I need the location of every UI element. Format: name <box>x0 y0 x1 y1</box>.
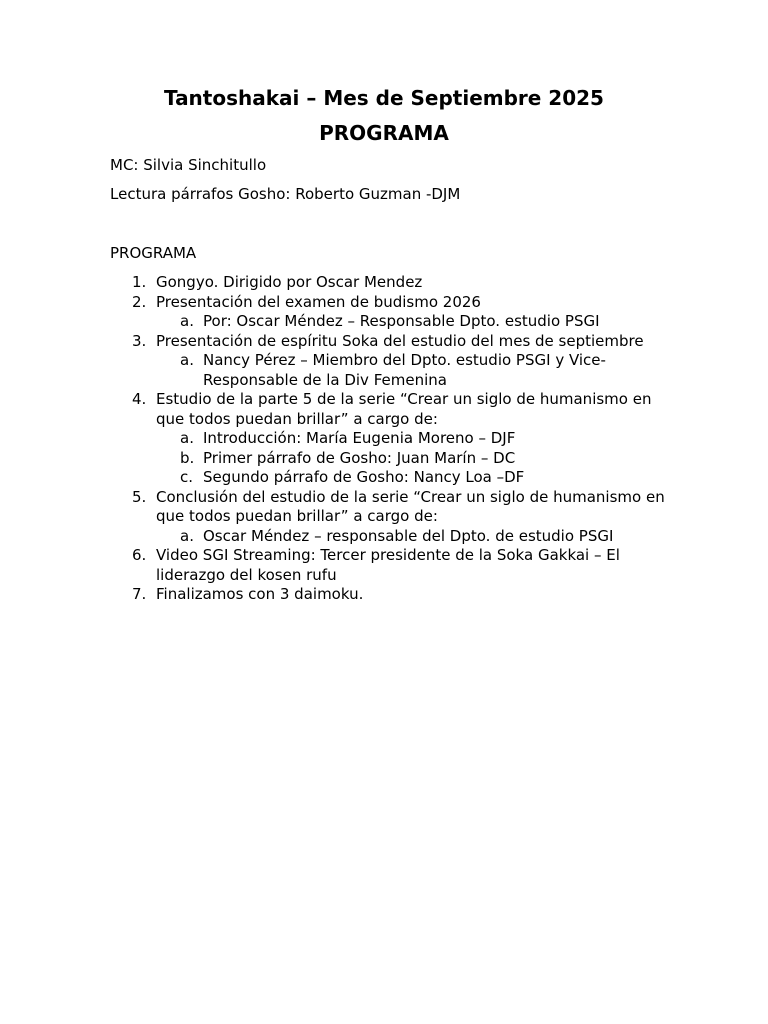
program-subitem-letter: a. <box>180 429 194 447</box>
program-item-text: Presentación del examen de budismo 2026 <box>156 292 481 311</box>
program-item-text: Video SGI Streaming: Tercer presidente de la Soka Gakkai – El liderazgo del kosen rufu <box>156 546 620 584</box>
program-subitem <box>156 312 633 332</box>
document-subtitle: PROGRAMA <box>319 121 449 145</box>
program-item-number: 2. <box>132 292 147 311</box>
program-list <box>0 273 768 605</box>
program-item <box>0 332 666 391</box>
program-subitem <box>156 449 633 469</box>
program-item <box>0 546 666 585</box>
program-subitem <box>156 351 633 390</box>
program-item-text: Presentación de espíritu Soka del estudio del mes de septiembre <box>156 331 644 350</box>
program-item-text: Estudio de la parte 5 de la serie “Crear un siglo de humanismo en que todos puedan brillar” a cargo de: <box>156 390 652 428</box>
program-item-text: Finalizamos con 3 daimoku. <box>156 585 364 603</box>
program-item-text: Conclusión del estudio de la serie “Crear un siglo de humanismo en que todos puedan brillar” a cargo de: <box>156 487 665 525</box>
program-item-number: 4. <box>132 390 147 408</box>
program-subitem-letter: a. <box>180 312 194 330</box>
program-item-number: 5. <box>132 487 147 506</box>
program-subitem-letter: a. <box>180 526 194 545</box>
program-item <box>0 488 666 547</box>
program-item <box>0 390 666 488</box>
program-subitem-text: Primer párrafo de Gosho: Juan Marín – DC <box>203 448 516 467</box>
reading-line: Lectura párrafos Gosho: Roberto Guzman -DJM <box>110 185 461 203</box>
program-subitem <box>156 429 633 449</box>
program-item-number: 7. <box>132 585 147 603</box>
program-sublist <box>156 312 666 332</box>
program-sublist <box>156 351 666 390</box>
program-item-number: 1. <box>132 273 147 291</box>
program-sublist <box>156 527 666 547</box>
document-title: Tantoshakai – Mes de Septiembre 2025 <box>164 86 604 110</box>
mc-line: MC: Silvia Sinchitullo <box>110 156 267 174</box>
program-subitem <box>156 468 633 488</box>
program-item-text: Gongyo. Dirigido por Oscar Mendez <box>156 273 423 291</box>
program-subitem-text: Por: Oscar Méndez – Responsable Dpto. estudio PSGI <box>203 312 600 330</box>
program-item <box>0 585 666 605</box>
program-subitem <box>156 527 633 547</box>
program-subitem-text: Oscar Méndez – responsable del Dpto. de estudio PSGI <box>203 526 614 545</box>
program-item-number: 3. <box>132 331 147 350</box>
program-sublist <box>156 429 666 488</box>
program-subitem-text: Segundo párrafo de Gosho: Nancy Loa –DF <box>203 468 525 486</box>
program-item-number: 6. <box>132 546 147 564</box>
program-subitem-letter: a. <box>180 351 194 369</box>
program-subitem-text: Introducción: María Eugenia Moreno – DJF <box>203 429 516 447</box>
program-label: PROGRAMA <box>110 244 197 262</box>
program-subitem-text: Nancy Pérez – Miembro del Dpto. estudio PSGI y Vice-Responsable de la Div Femenina <box>203 351 606 389</box>
program-subitem-letter: c. <box>180 468 194 486</box>
program-item <box>0 273 666 293</box>
program-subitem-letter: b. <box>180 448 195 467</box>
program-item <box>0 293 666 332</box>
